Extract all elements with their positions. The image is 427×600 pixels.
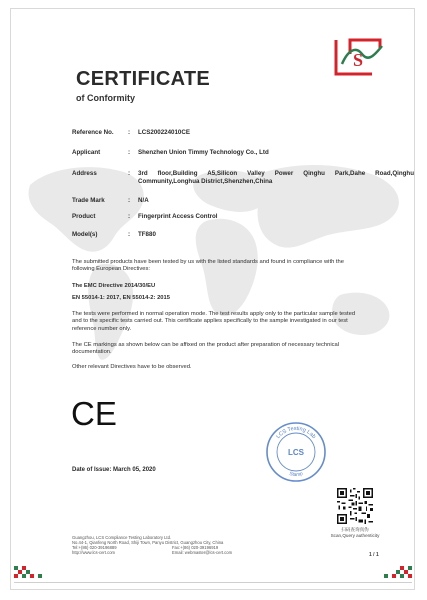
- footer-address: No.44-1, Qianfeng North Road, Shiji Town, Panyu District, Guangzhou City, China: [72, 540, 224, 545]
- svg-text:LCS: LCS: [288, 448, 304, 457]
- qr-code[interactable]: [337, 488, 373, 524]
- certificate-subtitle: of Conformity: [76, 93, 135, 103]
- field-label: Reference No.: [72, 129, 114, 136]
- checker-decoration-left: [14, 566, 48, 580]
- lab-stamp-seal: [264, 420, 328, 484]
- footer-company: Guangzhou, LCS Compliance Testing Laboratory Ltd.: [72, 535, 172, 540]
- qr-caption: 扫码查询真伪 Scan,Query authenticity: [330, 527, 380, 538]
- field-label: Model(s): [72, 231, 98, 238]
- certificate-page: S CERTIFICATE of Conformity Reference No. : LCS200224010CE Applicant : Shenzhen Union Timmy Technology Co., Ltd Address : 3rd floor,Building A5,Silicon Valley Power Qinghu Park,Dahe Road,Qinghu Community,Longhua District,Shenzhen,China Trade Mark : N/A Product : Fingerprint Access Control Model(s) : TF880 The submitted products have been tested by us with the listed standards and found in compliance with the following European Directives: The EMC Directive 2014/30/EU EN 55014-1: 2017, EN 55014-2: 2015 The tests were performed in normal operation mode. The test results apply only to the particular sample tested and to the specific tests carried out. This certificate applies specifically to the sample investigated in our test reference number only. The CE markings as shown below can be affixed on the product after preparation of necessary technical documentation. Other relevant Directives have to be observed. CE LCS Testing Lab Stamp LCS Date of Issue: March 05, 2020 扫码查询真伪 Scan,Query authenticity Guangzhou, LCS Compliance Testing Laboratory Ltd. No.44-1, Qianfeng North Road, Shiji Town, Panyu District, Guangzhou City, China Tel:+(86) 020-39196889 Fax:+(86) 020-39196919 http://www.lcs-cert.com Email: webmaster@lcs-cert.com 1 / 1: [0, 0, 427, 600]
- field-value: 3rd floor,Building A5,Silicon Valley Power Qinghu Park,Dahe Road,Qinghu Community,Longhua District,Shenzhen,China: [138, 170, 414, 185]
- footer-tel: Tel:+(86) 020-39196889: [72, 545, 117, 550]
- svg-text:CE: CE: [71, 398, 117, 428]
- lcs-logo: [328, 36, 386, 80]
- field-label: Product: [72, 213, 96, 220]
- issue-date: March 05, 2020: [113, 467, 156, 473]
- field-value: N/A: [138, 197, 149, 204]
- bottom-divider: [14, 582, 412, 583]
- footer-email[interactable]: Email: webmaster@lcs-cert.com: [172, 550, 233, 555]
- svg-text:S: S: [352, 50, 364, 70]
- date-of-issue: [72, 467, 156, 473]
- intro-paragraph: The submitted products have been tested by us with the listed standards and found in compliance with the following European Directives:: [72, 259, 344, 273]
- svg-text:Stamp: Stamp: [288, 470, 304, 479]
- ce-mark-icon: [70, 398, 128, 428]
- issue-label: Date of Issue:: [72, 467, 112, 473]
- certificate-title: CERTIFICATE: [76, 68, 211, 90]
- standards-text: EN 55014-1: 2017, EN 55014-2: 2015: [72, 295, 170, 301]
- directive-text: The EMC Directive 2014/30/EU: [72, 283, 156, 289]
- field-value: Fingerprint Access Control: [138, 213, 218, 220]
- checker-decoration-right: [378, 566, 412, 580]
- svg-text:LCS Testing Lab: LCS Testing Lab: [275, 425, 317, 441]
- footer-fax: Fax:+(86) 020-39196919: [172, 545, 219, 550]
- field-label: Address: [72, 170, 97, 177]
- field-value: Shenzhen Union Timmy Technology Co., Ltd: [138, 149, 269, 156]
- footer-website-link[interactable]: http://www.lcs-cert.com: [72, 550, 116, 555]
- other-directives-paragraph: Other relevant Directives have to be observed.: [72, 364, 192, 370]
- field-value: LCS200224010CE: [138, 129, 190, 136]
- tests-paragraph: The tests were performed in normal operation mode. The test results apply only to the particular sample tested and to the specific tests carried out. This certificate applies specifically to the sample investigated in our test reference number only.: [72, 311, 356, 332]
- page-number: 1 / 1: [369, 552, 379, 558]
- field-label: Trade Mark: [72, 197, 105, 204]
- field-value: TF880: [138, 231, 156, 238]
- field-label: Applicant: [72, 149, 101, 156]
- ce-marking-paragraph: The CE markings as shown below can be affixed on the product after preparation of necessary technical documentation.: [72, 342, 340, 356]
